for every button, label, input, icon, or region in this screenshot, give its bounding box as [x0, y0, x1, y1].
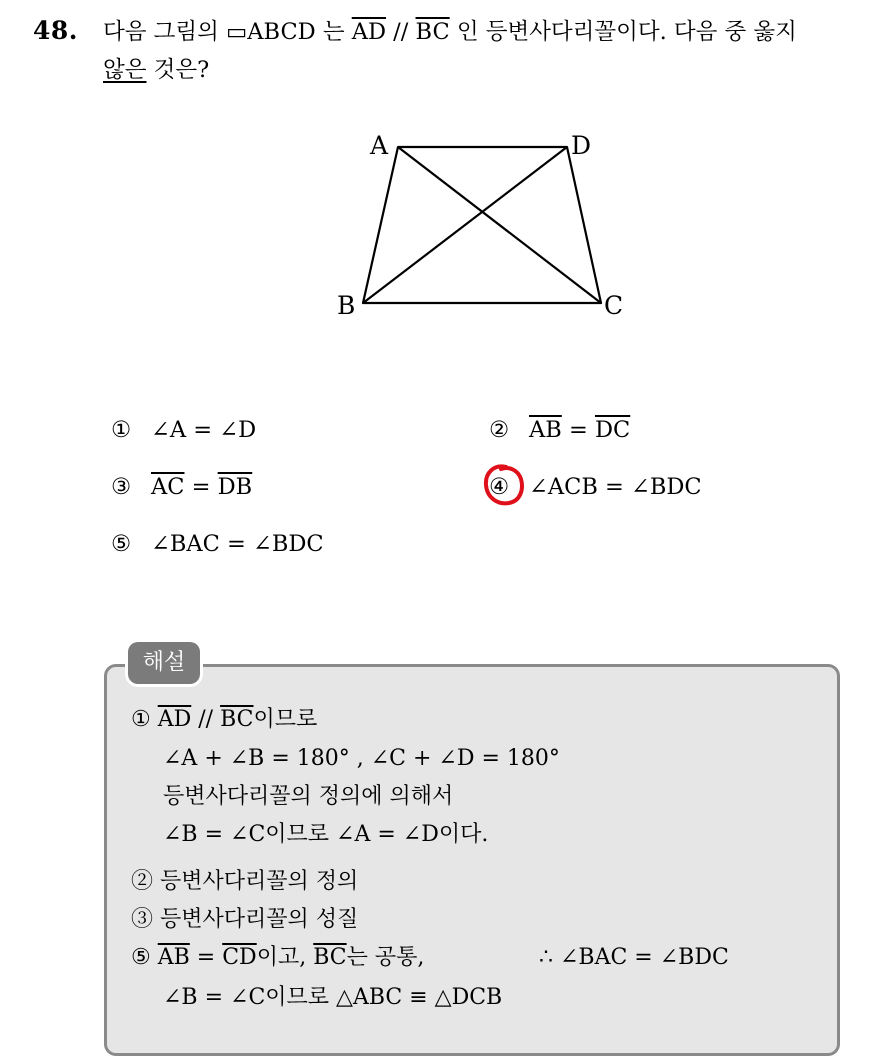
solution-l7-segment-bc: $\overline{BC}$ — [313, 945, 347, 970]
stem-text-2: 인 등변사다리꼴이다. 다음 중 옳지 — [449, 19, 797, 45]
stem-segment-bc: $\overline{BC}$ — [415, 19, 450, 45]
solution-tag: 해설 — [128, 642, 200, 684]
choice-3-segment-2: $\overline{DB}$ — [217, 474, 253, 500]
vertex-label-c: C — [604, 291, 624, 320]
solution-l7-segment-cd: $\overline{CD}$ — [222, 945, 257, 970]
diagonal-ac — [398, 147, 601, 303]
solution-l7-tail: 는 공통, — [346, 945, 425, 970]
solution-line-3: 등변사다리꼴의 정의에 의해서 — [163, 784, 454, 809]
solution-l7-number: ⑤ — [131, 945, 151, 970]
choice-1[interactable] — [111, 415, 256, 445]
solution-line-2: ∠A + ∠B = 180° , ∠C + ∠D = 180° — [163, 746, 560, 771]
choice-5-number: ⑤ — [111, 531, 132, 557]
choice-2-segment-1: $\overline{AB}$ — [529, 417, 562, 443]
choice-2-segment-2: $\overline{DC}$ — [594, 417, 631, 443]
stem-text-1: 다음 그림의 ▭ABCD 는 — [103, 19, 352, 45]
choice-2[interactable] — [489, 415, 630, 445]
vertex-label-b: B — [337, 291, 356, 320]
solution-conclusion: ∴ ∠BAC = ∠BDC — [539, 945, 729, 970]
solution-l7-segment-ab: $\overline{AB}$ — [157, 945, 190, 970]
solution-line-8: ∠B = ∠C이므로 △ABC ≡ △DCB — [163, 985, 503, 1010]
solution-line-4: ∠B = ∠C이므로 ∠A = ∠D이다. — [163, 822, 489, 847]
choice-3-number: ③ — [111, 474, 132, 500]
trapezoid-outline — [363, 147, 601, 303]
solution-line-1 — [131, 705, 317, 735]
choice-1-text: ∠A = ∠D — [151, 417, 257, 443]
solution-l1-segment-bc: $\overline{BC}$ — [220, 707, 254, 732]
solution-l1-tail: 이므로 — [253, 707, 318, 732]
solution-line-6: ③ 등변사다리꼴의 성질 — [131, 907, 359, 932]
solution-l1-number: ① — [131, 707, 151, 732]
choice-5-text: ∠BAC = ∠BDC — [151, 531, 324, 557]
choice-3-segment-1: $\overline{AC}$ — [151, 474, 185, 500]
choice-3-equals: = — [184, 474, 218, 500]
choice-2-equals: = — [561, 417, 595, 443]
vertex-label-a: A — [370, 131, 389, 160]
question-number: 48. — [33, 16, 78, 45]
vertex-label-d: D — [571, 131, 592, 160]
solution-l1-segment-ad: $\overline{AD}$ — [157, 707, 192, 732]
stem-parallel: // — [386, 19, 416, 45]
stem-text-3: 것은? — [146, 57, 210, 83]
choice-4-text: ∠ACB = ∠BDC — [529, 474, 702, 500]
stem-underlined-word: 않은 — [103, 57, 147, 83]
answer-circle-mark — [476, 458, 530, 512]
choice-3[interactable] — [111, 472, 252, 502]
solution-line-5: ② 등변사다리꼴의 정의 — [131, 869, 359, 894]
solution-l1-parallel: // — [191, 707, 221, 732]
solution-l7-mid: 이고, — [256, 945, 314, 970]
solution-line-7 — [131, 943, 424, 973]
solution-l7-equals: = — [189, 945, 223, 970]
stem-segment-ad: $\overline{AD}$ — [351, 19, 387, 45]
choice-4-number: ④ — [489, 474, 510, 500]
trapezoid-figure — [0, 0, 884, 360]
choice-2-number: ② — [489, 417, 510, 443]
choice-5[interactable] — [111, 529, 324, 559]
choice-1-number: ① — [111, 417, 132, 443]
